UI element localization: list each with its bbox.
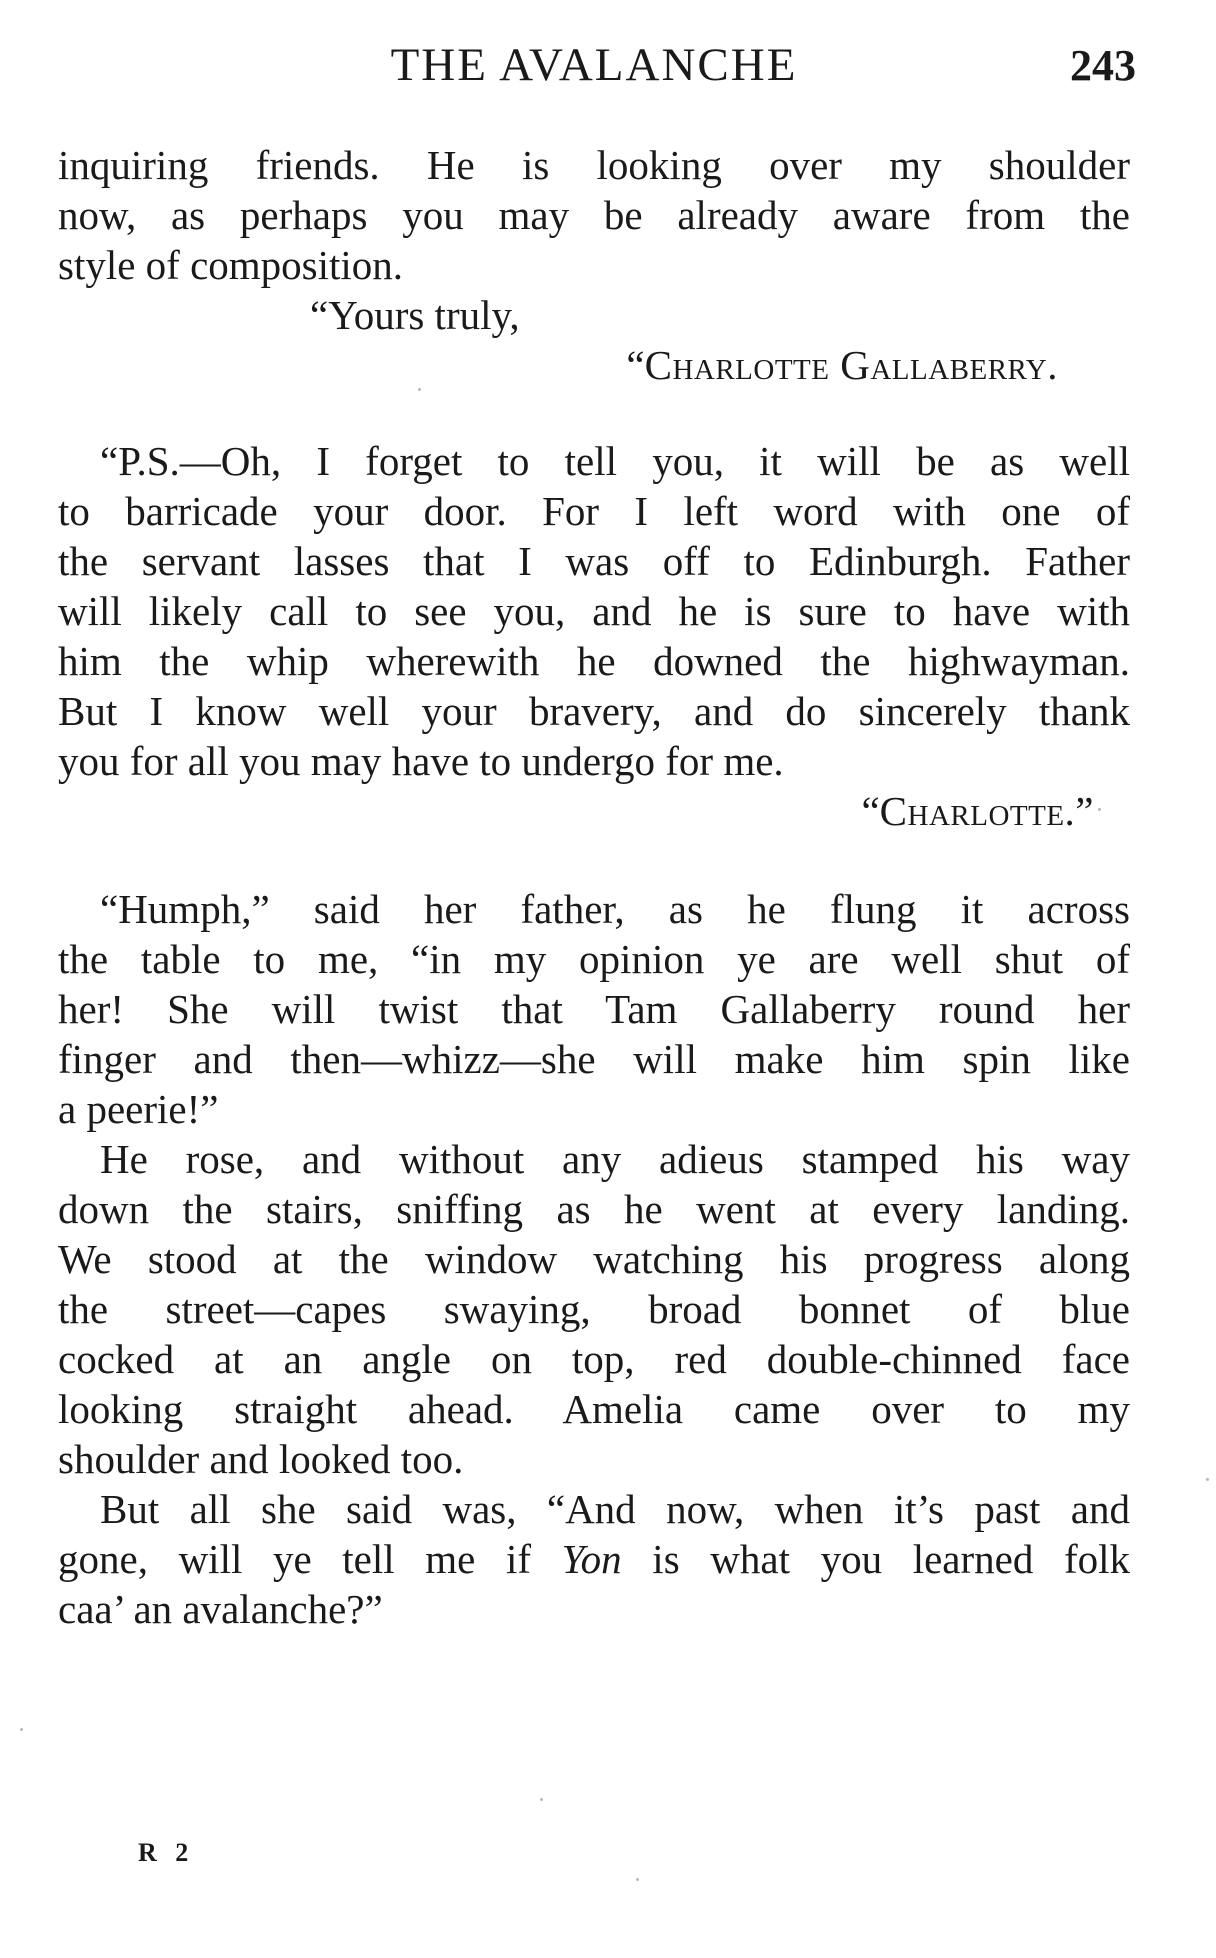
text-line: will likely call to see you, and he is sure to have with xyxy=(58,588,1130,634)
page-header xyxy=(58,38,1136,98)
text-line: style of composition. xyxy=(58,242,404,288)
text-line: We stood at the window watching his progress along xyxy=(58,1236,1130,1282)
paper-speck xyxy=(20,1728,23,1731)
paper-speck xyxy=(1098,808,1101,811)
postscript xyxy=(58,436,1130,836)
text-line: looking straight ahead. Amelia came over to my xyxy=(58,1386,1130,1432)
text-line: But I know well your bravery, and do sincerely thank xyxy=(58,688,1130,734)
paper-speck xyxy=(418,388,421,391)
text-run: is what you learned folk xyxy=(621,1536,1130,1582)
text-line: “Humph,” said her father, as he flung it across xyxy=(100,886,1130,932)
signature-quote: “ xyxy=(626,342,645,388)
letter-closing xyxy=(58,290,1130,390)
text-line: a peerie!” xyxy=(58,1086,219,1132)
paragraph xyxy=(58,1484,1130,1634)
text-run: gone, will ye tell me if xyxy=(58,1536,562,1582)
text-line: “P.S.—Oh, I forget to tell you, it will be as well xyxy=(100,438,1130,484)
paragraph xyxy=(58,1134,1130,1484)
postscript-signature xyxy=(58,786,1130,836)
spacer xyxy=(58,836,1130,884)
text-line: him the whip wherewith he downed the highwayman. xyxy=(58,638,1130,684)
text-line: now, as perhaps you may be already aware from the xyxy=(58,192,1130,238)
spacer xyxy=(58,390,1130,436)
signature-quote: “ xyxy=(861,788,880,834)
paragraph xyxy=(58,884,1130,1134)
running-title: THE AVALANCHE xyxy=(390,39,798,91)
text-line: the servant lasses that I was off to Edinburgh. Father xyxy=(58,538,1130,584)
text-line: caa’ an avalanche?” xyxy=(58,1586,383,1632)
text-line: the street—capes swaying, broad bonnet of blue xyxy=(58,1286,1130,1332)
paper-speck xyxy=(636,1878,639,1881)
text-line: cocked at an angle on top, red double-chinned face xyxy=(58,1336,1130,1382)
text-line: down the stairs, sniffing as he went at every landing. xyxy=(58,1186,1130,1232)
text-line: finger and then—whizz—she will make him spin like xyxy=(58,1036,1130,1082)
signature-mark: R 2 xyxy=(138,1838,195,1867)
page-number: 243 xyxy=(1070,41,1136,90)
text-line: But all she said was, “And now, when it’s past and xyxy=(100,1486,1130,1532)
text-line xyxy=(58,1534,1130,1584)
italic-word: Yon xyxy=(561,1536,622,1582)
letter-signature xyxy=(58,340,1130,390)
signature-name: Charlotte.” xyxy=(879,788,1094,834)
paragraph-continued xyxy=(58,140,1130,290)
text-line: to barricade your door. For I left word with one of xyxy=(58,488,1130,534)
text-line: her! She will twist that Tam Gallaberry round her xyxy=(58,986,1130,1032)
text-line: inquiring friends. He is looking over my shoulder xyxy=(58,142,1130,188)
paper-speck xyxy=(1206,1478,1209,1481)
paper-speck xyxy=(540,1798,543,1801)
closing-salutation: “Yours truly, xyxy=(310,292,520,338)
text-line: you for all you may have to undergo for me. xyxy=(58,738,784,784)
signature-name: Charlotte Gallaberry. xyxy=(644,342,1058,388)
text-line: He rose, and without any adieus stamped his way xyxy=(100,1136,1130,1182)
text-line: shoulder and looked too. xyxy=(58,1436,464,1482)
body-text xyxy=(58,140,1130,1634)
text-line: the table to me, “in my opinion ye are well shut of xyxy=(58,936,1130,982)
